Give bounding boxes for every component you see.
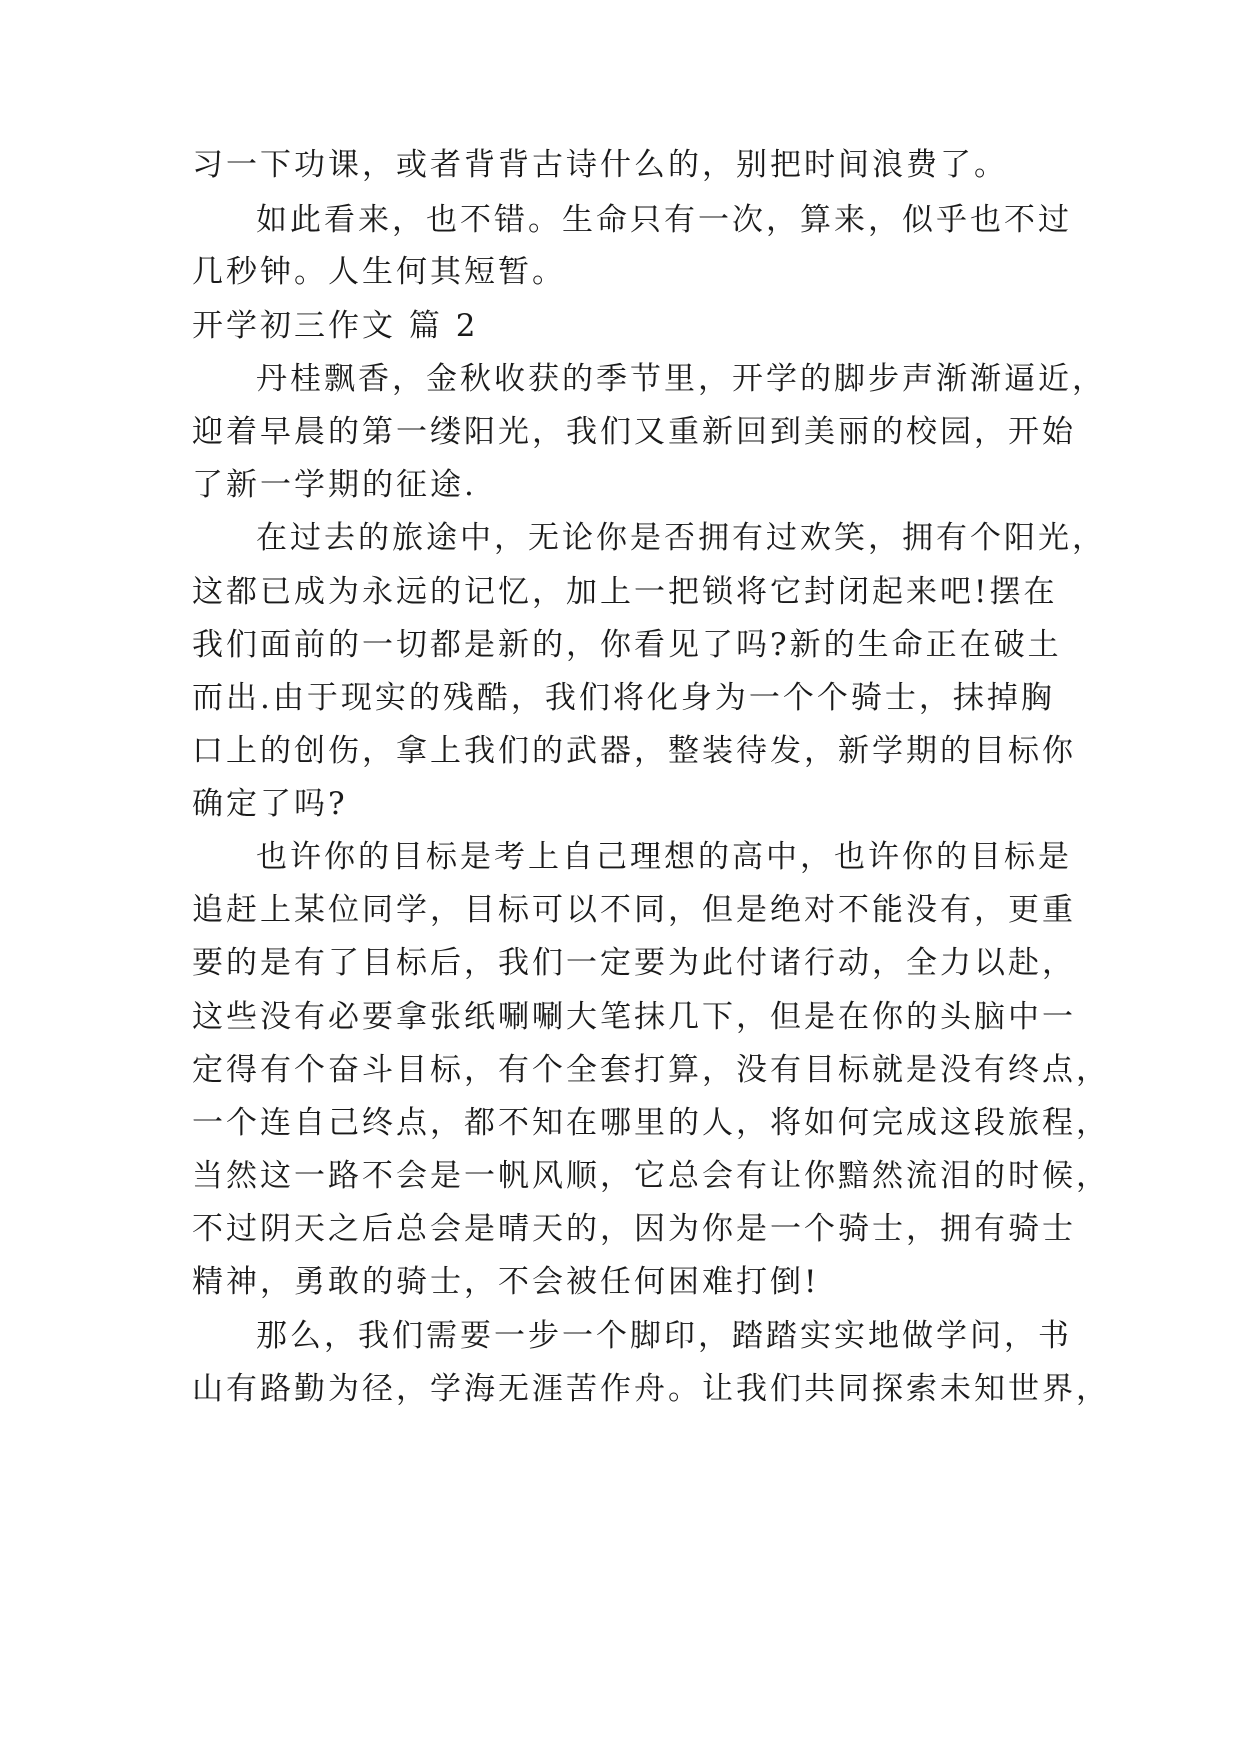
text-line: 了新一学期的征途. (192, 467, 477, 503)
text-line: 口上的创伤，拿上我们的武器，整装待发，新学期的目标你 (192, 733, 1076, 769)
text-line: 这都已成为永远的记忆，加上一把锁将它封闭起来吧!摆在 (192, 574, 1058, 610)
text-line: 追赶上某位同学，目标可以不同，但是绝对不能没有，更重 (192, 892, 1076, 928)
paragraph-start: 如此看来，也不错。生命只有一次，算来，似乎也不过 (256, 202, 1072, 238)
text-line: 山有路勤为径，学海无涯苦作舟。让我们共同探索未知世界， (192, 1371, 1110, 1407)
text-line: 精神，勇敢的骑士，不会被任何困难打倒! (192, 1264, 820, 1300)
text-line: 而出.由于现实的残酷，我们将化身为一个个骑士，抹掉胸 (192, 680, 1055, 716)
text-line: 一个连自己终点，都不知在哪里的人，将如何完成这段旅程， (192, 1105, 1110, 1141)
text-line: 不过阴天之后总会是晴天的，因为你是一个骑士，拥有骑士 (192, 1211, 1076, 1247)
text-line: 要的是有了目标后，我们一定要为此付诸行动，全力以赴， (192, 945, 1076, 981)
text-line: 习一下功课，或者背背古诗什么的，别把时间浪费了。 (192, 147, 1008, 183)
text-line: 迎着早晨的第一缕阳光，我们又重新回到美丽的校园，开始 (192, 414, 1076, 450)
text-line: 当然这一路不会是一帆风顺，它总会有让你黯然流泪的时候， (192, 1158, 1110, 1194)
paragraph-start: 也许你的目标是考上自己理想的高中，也许你的目标是 (256, 839, 1072, 875)
section-heading: 开学初三作文 篇 2 (192, 308, 479, 344)
text-line: 我们面前的一切都是新的，你看见了吗?新的生命正在破土 (192, 627, 1062, 663)
paragraph-start: 那么，我们需要一步一个脚印，踏踏实实地做学问，书 (256, 1318, 1072, 1354)
paragraph-start: 丹桂飘香，金秋收获的季节里，开学的脚步声渐渐逼近， (256, 361, 1106, 397)
text-line: 定得有个奋斗目标，有个全套打算，没有目标就是没有终点， (192, 1052, 1110, 1088)
paragraph-start: 在过去的旅途中，无论你是否拥有过欢笑，拥有个阳光， (256, 520, 1106, 556)
text-line: 这些没有必要拿张纸唰唰大笔抹几下，但是在你的头脑中一 (192, 999, 1076, 1035)
text-line: 确定了吗? (192, 786, 348, 822)
text-line: 几秒钟。人生何其短暂。 (192, 254, 566, 290)
